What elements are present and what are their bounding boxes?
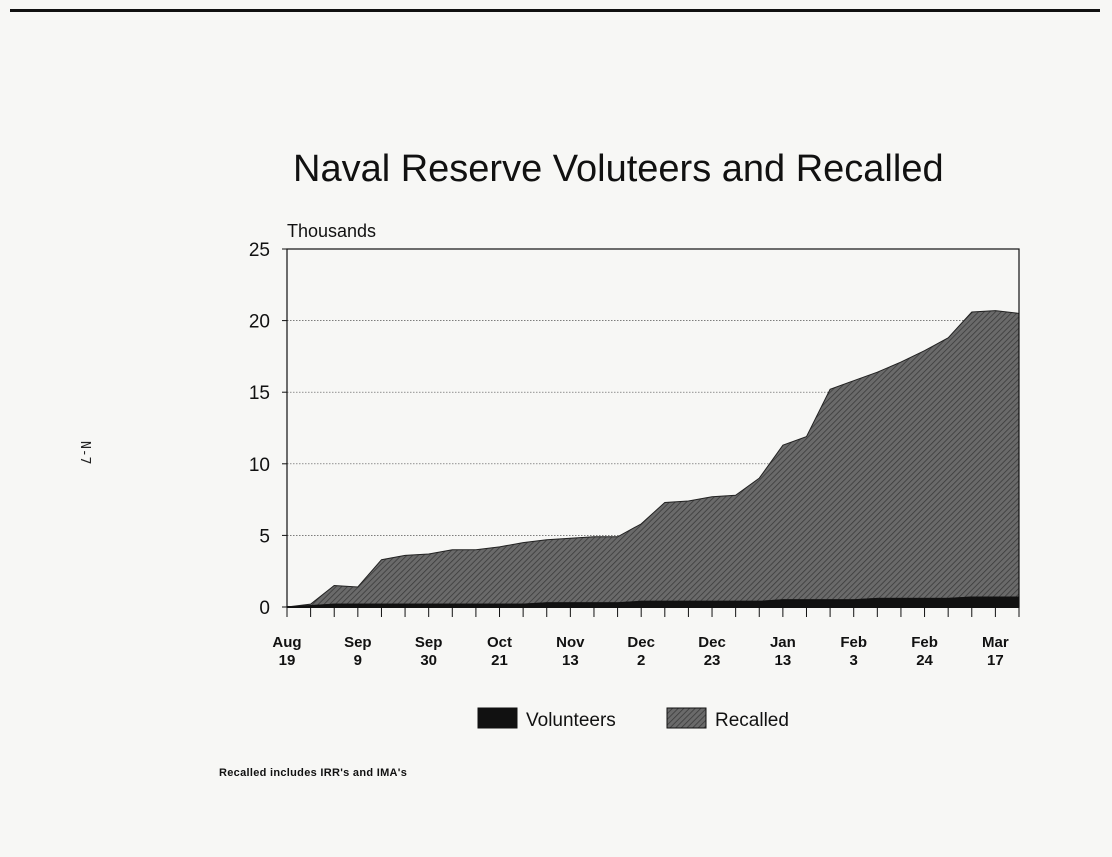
x-tick-label-month: Aug: [272, 634, 302, 651]
x-tick-label-day: 9: [353, 652, 363, 669]
legend-swatch-recalled: [667, 708, 706, 728]
x-tick-label-day: 13: [562, 652, 579, 669]
x-tick-label-month: Feb: [840, 634, 868, 651]
x-tick-label-month: Dec: [627, 634, 655, 651]
x-tick-label-day: 21: [491, 652, 508, 669]
legend-label-volunteers: Volunteers: [526, 710, 616, 731]
x-tick-label-day: 13: [774, 652, 792, 669]
x-tick-label-month: Sep: [414, 634, 443, 651]
x-tick-label-day: 17: [987, 652, 1004, 669]
x-tick-label-day: 24: [916, 652, 933, 669]
footnote: Recalled includes IRR's and IMA's: [219, 767, 408, 779]
x-tick-label-month: Mar: [982, 634, 1009, 651]
x-tick-label-month: Oct: [487, 634, 513, 651]
x-tick-label-day: 23: [703, 652, 721, 669]
x-tick-label-day: 3: [849, 652, 858, 669]
x-tick-label-day: 19: [278, 652, 296, 669]
x-tick-label-month: Dec: [698, 634, 726, 651]
x-tick-label-month: Sep: [344, 634, 372, 651]
y-tick-label: 25: [248, 240, 270, 261]
x-tick-label-month: Nov: [556, 634, 585, 651]
y-tick-label: 10: [248, 454, 270, 476]
chart-title: Naval Reserve Voluteers and Recalled: [293, 148, 944, 190]
x-tick-label-month: Jan: [769, 634, 796, 651]
y-tick-label: 20: [248, 311, 270, 333]
y-tick-label: 0: [259, 598, 270, 619]
x-tick-label-day: 2: [637, 652, 646, 669]
y-tick-label: 15: [248, 383, 270, 405]
x-tick-label-day: 30: [420, 652, 438, 669]
y-tick-label: 5: [259, 526, 270, 548]
page-side-note: N-7: [77, 441, 92, 465]
y-axis-label: Thousands: [287, 221, 377, 241]
legend-swatch-volunteers: [478, 708, 517, 728]
legend-label-recalled: Recalled: [715, 710, 789, 731]
x-tick-label-month: Feb: [911, 634, 938, 651]
